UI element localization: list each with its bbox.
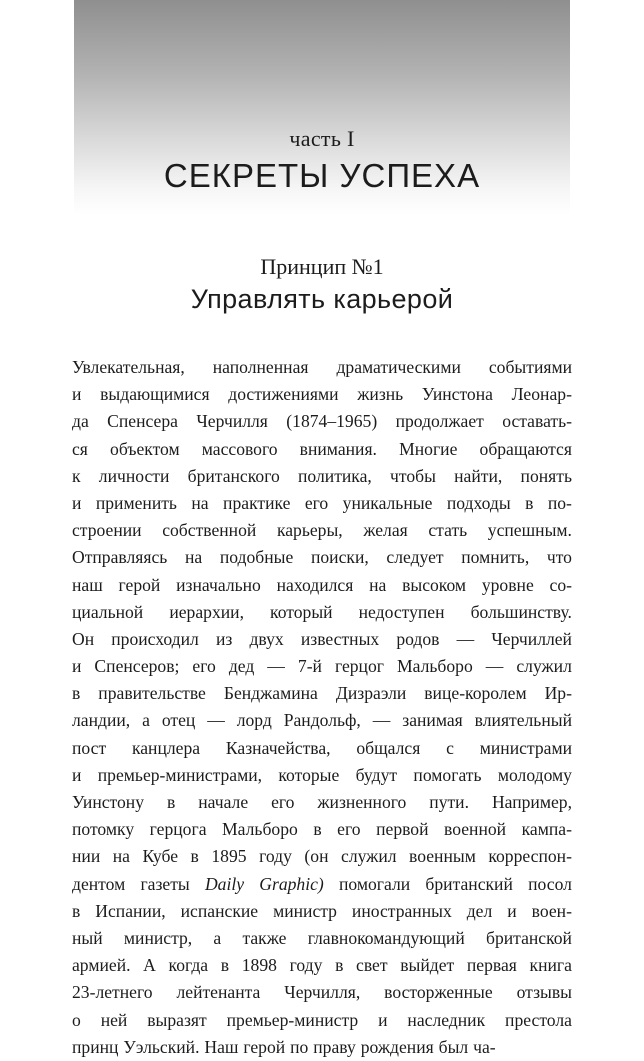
word: Уэльский. <box>123 1036 200 1057</box>
word: британского <box>187 465 280 486</box>
part-label: часть I <box>289 126 355 151</box>
text-line <box>72 979 572 1006</box>
word: продолжает <box>395 411 484 432</box>
word: его <box>337 819 361 840</box>
word: — <box>372 710 391 731</box>
word: служил <box>516 656 572 677</box>
principle-label: Принцип №1 <box>260 254 384 279</box>
word: воен- <box>531 900 572 921</box>
word: Бенджамина <box>223 683 318 704</box>
word: 23-летнего <box>72 982 153 1003</box>
word: событиями <box>488 357 572 377</box>
text-line <box>72 490 572 517</box>
text-line <box>72 898 572 925</box>
word: армией. <box>72 955 131 976</box>
word: Ир- <box>544 683 572 704</box>
word: вице-королем <box>424 683 527 704</box>
word: циальной <box>72 601 144 622</box>
word: военной <box>444 819 507 840</box>
word: году <box>289 955 323 976</box>
word: объектом <box>110 438 180 459</box>
word: был <box>438 1036 469 1057</box>
word: военным <box>409 846 476 867</box>
word: уникальные <box>342 492 433 513</box>
word: в <box>72 683 81 704</box>
word: герой <box>118 574 161 595</box>
word: помнить, <box>461 547 530 568</box>
word: канцлера <box>131 737 201 758</box>
text-line <box>72 1007 572 1034</box>
word: помогали <box>339 873 411 894</box>
word: известных <box>300 628 380 649</box>
word: А <box>143 955 156 976</box>
word: строении <box>72 520 142 541</box>
text-line <box>72 354 572 381</box>
word: и <box>378 1009 388 1030</box>
word: жизнь <box>357 384 404 405</box>
word: (он <box>304 846 329 867</box>
word: по- <box>547 492 572 513</box>
word: общался <box>356 737 421 758</box>
word: восторженные <box>384 982 493 1003</box>
word: потомку <box>72 819 135 840</box>
word: году <box>259 846 292 867</box>
word: личности <box>98 465 170 486</box>
word: Спенсера <box>107 411 178 432</box>
word: наполненная <box>212 357 309 377</box>
word: британский <box>425 873 513 894</box>
text-line <box>72 762 572 789</box>
word: на <box>191 492 209 513</box>
word: министр <box>273 900 337 921</box>
text-line <box>72 735 572 762</box>
text-line <box>72 463 572 490</box>
word: принц <box>72 1036 119 1057</box>
word: а <box>142 710 150 731</box>
word: будут <box>355 764 398 785</box>
word: — <box>485 656 504 677</box>
word: собственной <box>162 520 257 541</box>
word: — <box>456 628 475 649</box>
word: найти, <box>454 465 503 486</box>
word: выйдет <box>400 955 455 976</box>
word: Спенсеров; <box>94 656 180 677</box>
word: ней <box>100 1009 128 1030</box>
word: кампа- <box>521 819 572 840</box>
word: Мальборо <box>397 656 473 677</box>
word: в <box>220 955 230 976</box>
word: карьеры, <box>276 520 343 541</box>
word: понять <box>520 465 572 486</box>
word: корреспон- <box>488 846 572 867</box>
word: оставать- <box>502 411 572 432</box>
text-line <box>72 517 572 544</box>
text-line <box>72 871 572 898</box>
word: премьер-министрами, <box>97 764 263 785</box>
word: Например, <box>491 792 572 812</box>
word: правительстве <box>98 683 206 704</box>
word: Кубе <box>142 846 179 867</box>
text-line <box>72 1034 572 1061</box>
word: газеты <box>140 873 190 894</box>
text-line <box>72 381 572 408</box>
text-line <box>72 843 572 870</box>
word: Рандольф, <box>283 710 361 731</box>
word: — <box>267 656 285 677</box>
word: желая <box>363 520 408 541</box>
word: и <box>72 492 82 513</box>
text-line <box>72 408 572 435</box>
word: лорд <box>236 710 272 731</box>
word: пути. <box>429 792 469 812</box>
word: министр, <box>123 927 193 948</box>
word: служил <box>341 846 397 867</box>
word: ча- <box>473 1036 496 1057</box>
word: из <box>215 628 233 649</box>
word: ный <box>72 927 103 948</box>
word: его <box>192 656 216 677</box>
word: (1874–1965) <box>286 411 378 432</box>
word: изначально <box>176 574 261 595</box>
word: Казначейства, <box>225 737 331 758</box>
word: находился <box>276 574 354 595</box>
word: дед <box>228 656 255 677</box>
word: испанские <box>180 900 259 921</box>
word: в <box>313 819 322 840</box>
word: а <box>213 927 222 948</box>
word: двух <box>249 628 284 649</box>
word: нии <box>72 846 101 867</box>
word: иностранных <box>351 900 452 921</box>
principle-title: Управлять карьерой <box>190 284 454 314</box>
word: Леонар- <box>511 384 572 405</box>
word: высоком <box>402 574 467 595</box>
word: жизненного <box>317 792 407 812</box>
word: и <box>72 764 82 785</box>
text-line <box>72 789 572 816</box>
word: первая <box>466 955 517 976</box>
word: престола <box>505 1009 572 1030</box>
word: о <box>72 1009 81 1030</box>
text-line <box>72 653 572 680</box>
word: Наш <box>204 1036 239 1057</box>
text-line <box>72 436 572 463</box>
word: дел <box>466 900 493 921</box>
word: посол <box>528 873 572 894</box>
word: его <box>271 792 295 812</box>
word: к <box>72 465 81 486</box>
word: следует <box>386 547 444 568</box>
word: британской <box>486 927 572 948</box>
word: — <box>207 710 225 731</box>
word: в <box>335 955 344 976</box>
word: поиски, <box>310 547 369 568</box>
word: когда <box>168 955 209 976</box>
word: Увлекательная, <box>72 357 185 377</box>
text-line <box>72 707 572 734</box>
word: Черчилля, <box>284 982 361 1003</box>
word: герцога <box>149 819 207 840</box>
word: подобные <box>219 547 294 568</box>
word: главнокомандующий <box>307 927 465 948</box>
word: 1898 <box>241 955 277 976</box>
word: наш <box>72 574 103 595</box>
word: министрами <box>479 737 572 758</box>
word: чтобы <box>390 465 436 486</box>
word: выразят <box>147 1009 207 1030</box>
word: достижениями <box>228 384 339 405</box>
word: первой <box>376 819 429 840</box>
text-line <box>72 544 572 571</box>
word: рождения <box>360 1036 434 1057</box>
word: с <box>446 737 454 758</box>
word: применить <box>95 492 177 513</box>
word: также <box>242 927 287 948</box>
word: и <box>72 656 82 677</box>
word: выдающимися <box>100 384 210 405</box>
word: успешным. <box>487 520 572 541</box>
word: начале <box>198 792 249 812</box>
word: Черчиллей <box>491 628 572 649</box>
word: герой <box>243 1036 286 1057</box>
word: происходил <box>111 628 199 649</box>
word: Уинстона <box>421 384 493 405</box>
word: массового <box>201 438 278 459</box>
word: в <box>166 792 176 812</box>
word: отзывы <box>516 982 572 1003</box>
word: в <box>72 900 81 921</box>
word: Отправляясь <box>72 547 168 568</box>
word: который <box>270 601 333 622</box>
word: ландии, <box>72 710 131 731</box>
word: помогать <box>413 764 482 785</box>
word: внимания. <box>299 438 377 459</box>
word: недоступен <box>358 601 445 622</box>
word: молодому <box>497 764 572 785</box>
word: отец <box>161 710 196 731</box>
word: Черчилля <box>196 411 268 432</box>
text-line <box>72 572 572 599</box>
word: Испании, <box>95 900 166 921</box>
word: иерархии, <box>169 601 244 622</box>
word: Он <box>72 628 95 649</box>
word: практике <box>223 492 291 513</box>
word: премьер-министр <box>226 1009 359 1030</box>
word: родов <box>396 628 440 649</box>
word: в <box>525 492 534 513</box>
word: на <box>112 846 130 867</box>
word: да <box>72 411 89 432</box>
word: дентом <box>72 873 126 894</box>
text-line <box>72 680 572 707</box>
word: 7-й <box>297 656 322 677</box>
word: лейтенанта <box>176 982 261 1003</box>
word: Graphic) <box>259 873 324 894</box>
word: пост <box>72 737 107 758</box>
word: которые <box>278 764 340 785</box>
text-line <box>72 626 572 653</box>
word: герцог <box>334 656 384 677</box>
word: свет <box>356 955 388 976</box>
word: его <box>304 492 329 513</box>
word: уровне <box>481 574 534 595</box>
word: 1895 <box>211 846 247 867</box>
word: что <box>546 547 572 568</box>
word: Уинстону <box>72 792 145 812</box>
word: большинству. <box>470 601 572 622</box>
word: в <box>190 846 199 867</box>
word: и <box>72 384 82 405</box>
word: на <box>369 574 387 595</box>
word: Дизраэли <box>335 683 407 704</box>
text-line <box>72 925 572 952</box>
body-text <box>72 354 572 1061</box>
word: книга <box>529 955 572 976</box>
text-line <box>72 952 572 979</box>
word: ся <box>72 438 88 459</box>
word: занимая <box>402 710 463 731</box>
word: Многие <box>399 438 458 459</box>
text-line <box>72 816 572 843</box>
word: драматическими <box>336 357 461 377</box>
text-line <box>72 599 572 626</box>
word: подходы <box>446 492 511 513</box>
word: Мальборо <box>222 819 298 840</box>
word: стать <box>428 520 468 541</box>
word: обращаются <box>479 438 572 459</box>
word: влиятельный <box>474 710 572 731</box>
word: и <box>507 900 517 921</box>
word: на <box>184 547 203 568</box>
word: по <box>290 1036 309 1057</box>
word: Daily <box>204 873 245 894</box>
word: политика, <box>298 465 372 486</box>
word: со- <box>549 574 572 595</box>
word: праву <box>313 1036 356 1057</box>
word: наследник <box>407 1009 486 1030</box>
part-title: СЕКРЕТЫ УСПЕХА <box>163 157 481 194</box>
